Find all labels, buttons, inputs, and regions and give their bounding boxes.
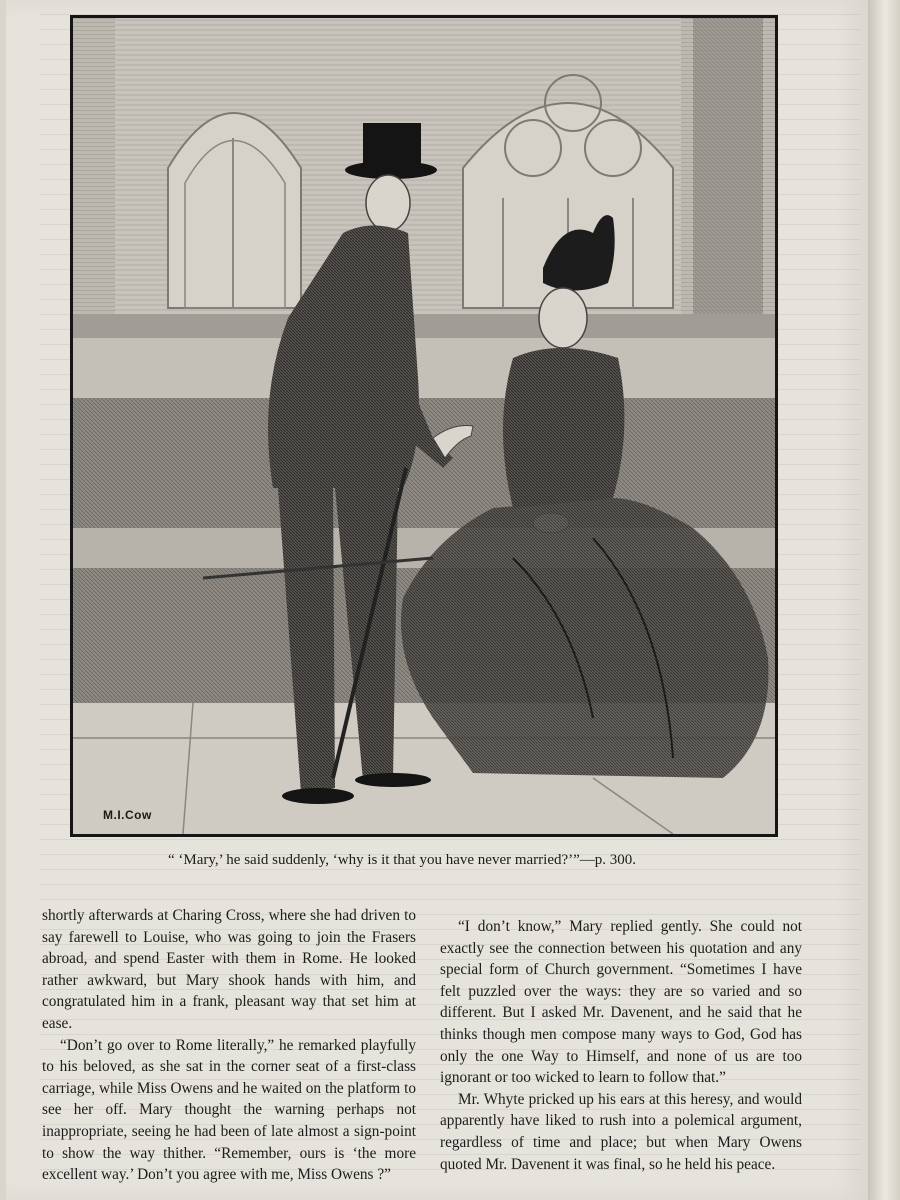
- engraved-illustration: [70, 15, 778, 837]
- paragraph: “I don’t know,” Mary replied gently. She could not exactly see the connection between his quotation and any special form of Church government. “Sometimes I have felt puzzled over the ways: they are so varied and so different. But I asked Mr. Davenent, and he said that he thinks though men compose many ways to God, God has only the one Way to Himself, and none of us are too ignorant or too wicked to learn to follow that.”: [440, 918, 802, 1087]
- paragraph: shortly afterwards at Charing Cross, where she had driven to say farewell to Louise, who was going to join the Frasers abroad, and spend Easter with them in Rome. He looked rather awkward, but Mary shook hands with him, and congratulated him in a frank, pleasant way that set him at ease.: [42, 907, 416, 1032]
- illustration-drawing: [73, 18, 775, 834]
- paragraph: Mr. Whyte pricked up his ears at this heresy, and would apparently have liked to rush into a polemical argument, regardless of time and place; but when Mary Owens quoted Mr. Davenent it was final, so he held his peace.: [440, 1090, 802, 1173]
- paragraph: “Don’t go over to Rome literally,” he remarked playfully to his beloved, as she sat in the corner seat of a first-class carriage, while Miss Owens and he waited on the platform to see her off. Mary thought the warning perhaps not inappropriate, seeing he had been of late almost a sign-point to show the way thither. “Remember, ours is ‘the more excellent way.’ Don’t you agree with me, Miss Owens ?”: [42, 1036, 416, 1184]
- text-column-left: [42, 905, 416, 1186]
- illustration-caption: “ ‘Mary,’ he said suddenly, ‘why is it that you have never married?’”—p. 300.: [168, 852, 637, 868]
- engraver-signature: M.I.Cow: [103, 808, 152, 822]
- page-edge: [868, 0, 900, 1200]
- text-column-right: [440, 916, 802, 1175]
